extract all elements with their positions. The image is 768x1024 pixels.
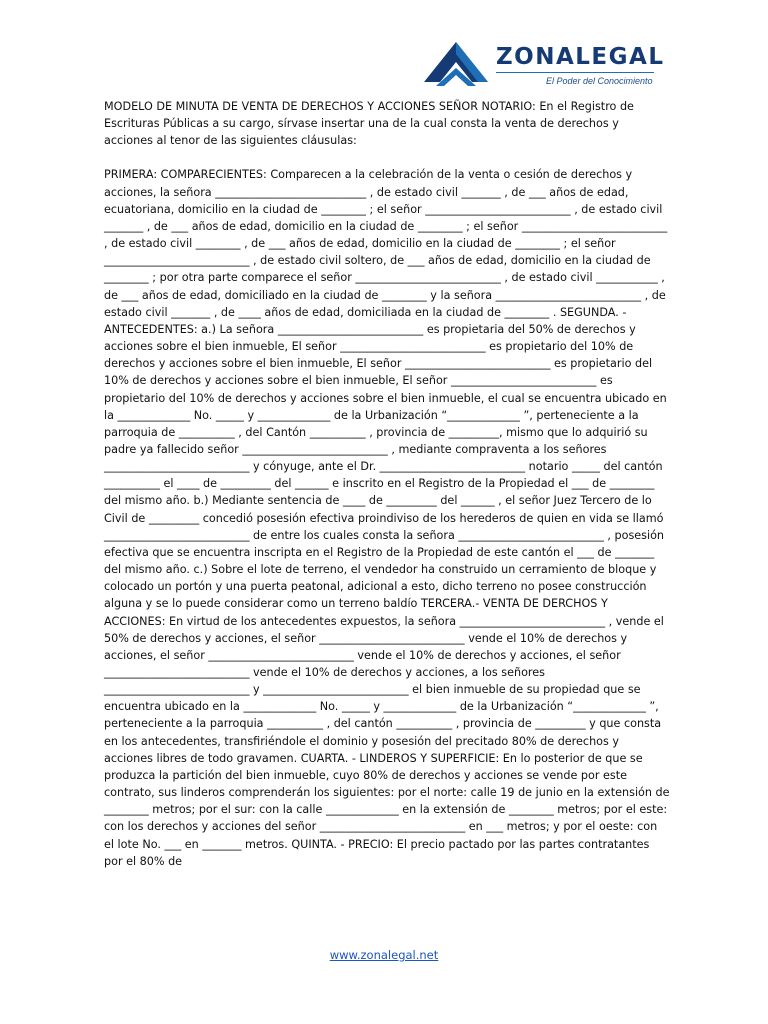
document-body: PRIMERA: COMPARECIENTES: Comparecen a la celebración de la venta o cesión de derechos y acciones, la señora ___________________________ , de estado civil _______ , de ___ años de edad, ecuatoriana, domicilio en la ciudad de ________ ; el señor __________________________ , de estado civil _______ , de ___ años de edad, domicilio en la ciudad de ________ ; el señor __________________________ , de estado civil ________ , de ___ años de edad, domicilio en la ciudad de ________ ; el señor __________________________ , de estado civil soltero, de ___ años de edad, domicilio en la ciudad de ________ ; por otra parte comparece el señor __________________________ , de estado civil ___________ , de ___ años de edad, domiciliado en la ciudad de ________ y la señora __________________________ , de estado civil _______ , de ____ años de edad, domiciliada en la ciudad de ________ . SEGUNDA. - ANTECEDENTES: a.) La señora __________________________ es propietaria del 50% de derechos y acciones sobre el bien inmueble, El señor __________________________ es propietario del 10% de derechos y acciones sobre el bien inmueble, El señor __________________________ es propietario del 10% de derechos y acciones sobre el bien inmueble, El señor __________________________ es propietario del 10% de derechos y acciones sobre el bien inmueble, el cual se encuentra ubicado en la _____________ No. _____ y _____________ de la Urbanización “_____________ ”, perteneciente a la parroquia de __________ , del Cantón __________ , provincia de _________, mismo que lo adquirió su padre ya fallecido señor __________________________ , mediante compraventa a los señores __________________________ y cónyuge, ante el Dr. __________________________ notario _____ del cantón __________ el ____ de _________ del ______ e inscrito en el Registro de la Propiedad el ___ de ________ del mismo año. b.) Mediante sentencia de ____ de _________ del ______ , el señor Juez Tercero de lo Civil de _________ concedió posesión efectiva proindiviso de los herederos de quien en vida se llamó __________________________ de entre los cuales consta la señora __________________________ , posesión efectiva que se encuentra inscripta en el Registro de la Propiedad de este cantón el ___ de _______ del mismo año. c.) Sobre el lote de terreno, el vendedor ha construido un cerramiento de bloque y colocado un portón y una puerta peatonal, adicional a esto, dicho terreno no posee construcción alguna y se lo puede considerar como un terreno baldío TERCERA.- VENTA DE DERCHOS Y ACCIONES: En virtud de los antecedentes expuestos, la señora __________________________ , vende el 50% de derechos y acciones, el señor __________________________ vende el 10% de derechos y acciones, el señor __________________________ vende el 10% de derechos y acciones, el señor __________________________ vende el 10% de derechos y acciones, a los señores __________________________ y __________________________ el bien inmueble de su propiedad que se encuentra ubicado en la _____________ No. _____ y _____________ de la Urbanización “_____________ ”, perteneciente a la parroquia __________ , del cantón __________ , provincia de _________ y que consta en los antecedentes, transfiriéndole el dominio y posesión del precitado 80% de derechos y acciones libres de todo gravamen. CUARTA. - LINDEROS Y SUPERFICIE: En lo posterior de que se produzca la partición del bien inmueble, cuyo 80% de derechos y acciones se vende por este contrato, sus linderos comprenderán los siguientes: por el norte: calle 19 de junio en la extensión de ________ metros; por el sur: con la calle _____________ en la extensión de ________ metros; por el este: con los derechos y acciones del señor __________________________ en ___ metros; y por el oeste: con el lote No. ___ en _______ metros. QUINTA. - PRECIO: El precio pactado por las partes contratantes por el 80% de — [104, 168, 670, 868]
document-intro: MODELO DE MINUTA DE VENTA DE DERECHOS Y ACCIONES SEÑOR NOTARIO: En el Registro de Escrituras Públicas a su cargo, sírvase insertar una de la cual consta la venta de derechos y acciones al tenor de las siguientes cláusulas: — [104, 100, 634, 148]
zonalegal-logo — [422, 38, 665, 92]
brand-tagline: El Poder del Conocimiento — [546, 76, 653, 86]
footer — [0, 948, 768, 962]
website-link[interactable]: www.zonalegal.net — [329, 948, 439, 962]
document-content — [104, 98, 670, 870]
mountain-triangle-logo-icon — [422, 38, 492, 92]
brand-divider — [496, 72, 654, 73]
brand-name: ZONALEGAL — [496, 44, 665, 70]
